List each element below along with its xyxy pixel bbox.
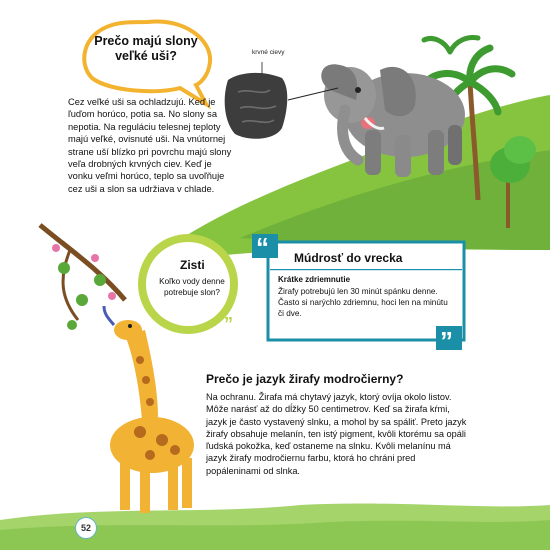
vessel-label: krvné cievy [252, 49, 285, 56]
svg-text:“: “ [146, 250, 155, 270]
zisti-title: Zisti [180, 258, 205, 272]
elephant-answer-text: Cez veľké uši sa ochladzujú. Keď je ľuďom horúco, potia sa. No slony sa nepotia. Na reguláciu telesnej teploty majú veľké, ovisnuté uši. Na vnútornej strane uší blízko pri povrchu majú slony veľa drobných krvných ciev. Keď je vonku veľmi horúco, teplo sa uvoľňuje cez uši a slon sa udržiava v chlade. [68, 97, 232, 194]
mudrost-text: Žirafy potrebujú len 30 minút spánku denne. Často si narýchlo zdriemnu, hoci len na minútu či dve. [278, 287, 448, 319]
page-number: 52 [75, 517, 97, 539]
zisti-question-text: Koľko vody denne potrebuje slon? [159, 277, 225, 297]
svg-text:”: ” [224, 314, 233, 334]
svg-text:“: “ [256, 232, 269, 262]
mudrost-subtitle: Krátke zdriemnutie [278, 275, 351, 284]
top-plant [424, 38, 478, 52]
giraffe-question-title: Prečo je jazyk žirafy modročierny? [206, 372, 404, 386]
svg-text:”: ” [440, 326, 453, 356]
elephant-question-title: Prečo majú slony veľké uši? [94, 34, 198, 63]
tree-branch [40, 225, 125, 330]
mudrost-title: Múdrosť do vrecka [294, 251, 403, 265]
giraffe-illustration [104, 306, 194, 513]
ear-vessels-illustration [225, 62, 338, 139]
giraffe-answer-text: Na ochranu. Žirafa má chytavý jazyk, ktorý ovíja okolo listov. Môže narásť až do dĺžky 50 centimetrov. Keď sa žirafa kŕmi, jazyk je často vystavený slnku, a mohol by sa spáliť. Preto jazyk žirafy obsahuje melanín, ten istý pigment, kvôli ktorému sa opáli ľudská pokožka, keď ostaneme na slnku. Kvôli melanínu má jazyk žirafy modročiernu farbu, ktorá ho chráni pred popáleninami od slnka. [206, 392, 467, 476]
